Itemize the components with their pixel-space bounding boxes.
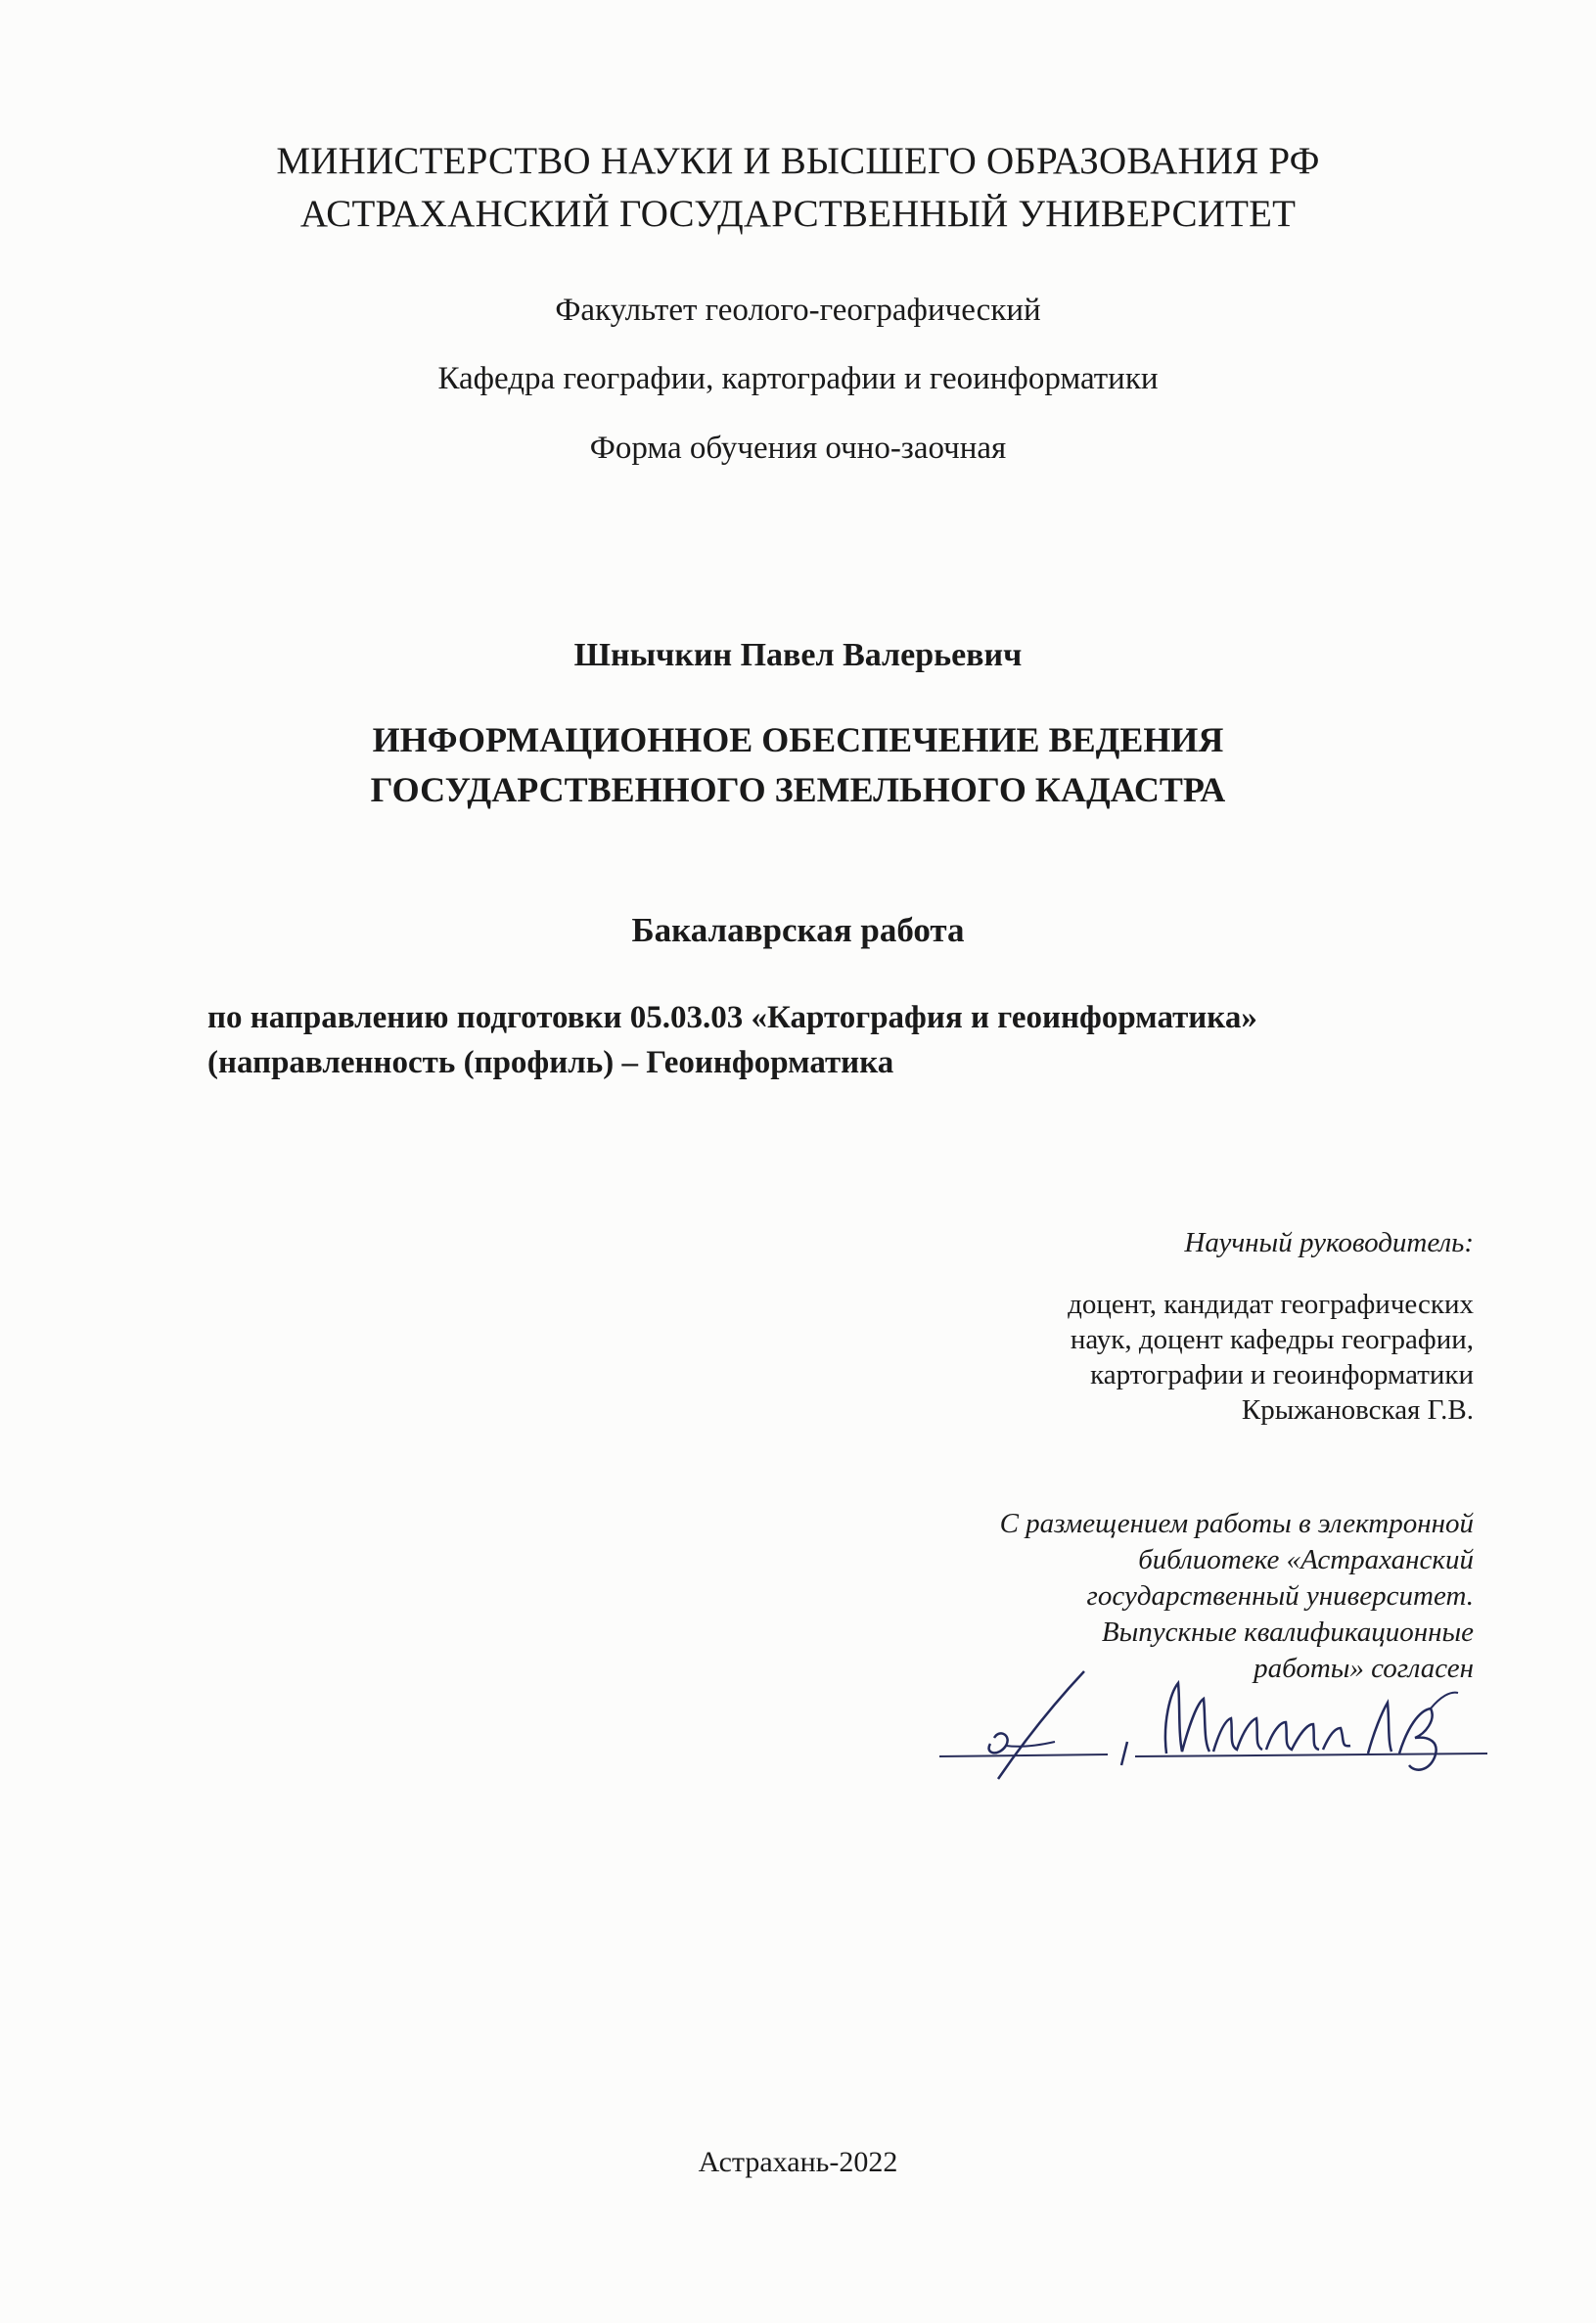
handwritten-signature bbox=[939, 1663, 1507, 1781]
consent-line3: государственный университет. bbox=[1086, 1580, 1474, 1612]
consent-line5: работы» согласен bbox=[1254, 1653, 1474, 1684]
thesis-title-line1: ИНФОРМАЦИОННОЕ ОБЕСПЕЧЕНИЕ ВЕДЕНИЯ bbox=[372, 720, 1224, 759]
supervisor-title-line3: картографии и геоинформатики bbox=[1090, 1359, 1474, 1390]
supervisor-title-line2: наук, доцент кафедры географии, bbox=[1070, 1324, 1474, 1355]
direction-line2: (направленность (профиль) – Геоинформатика bbox=[207, 1045, 894, 1080]
supervisor-label: Научный руководитель: bbox=[1184, 1227, 1474, 1258]
university-name: АСТРАХАНСКИЙ ГОСУДАРСТВЕННЫЙ УНИВЕРСИТЕТ bbox=[299, 193, 1297, 235]
author-name: Шнычкин Павел Валерьевич bbox=[573, 637, 1023, 673]
consent-line2: библиотеке «Астраханский bbox=[1138, 1544, 1474, 1575]
faculty: Факультет геолого-географический bbox=[555, 293, 1041, 328]
direction-line1: по направлению подготовки 05.03.03 «Картография и геоинформатика» bbox=[207, 1000, 1257, 1035]
department: Кафедра географии, картографии и геоинформатики bbox=[437, 361, 1159, 396]
consent-line4: Выпускные квалификационные bbox=[1101, 1617, 1474, 1648]
city-year: Астрахань-2022 bbox=[698, 2146, 898, 2178]
thesis-title-line2: ГОСУДАРСТВЕННОГО ЗЕМЕЛЬНОГО КАДАСТРА bbox=[370, 770, 1226, 809]
supervisor-title-line1: доцент, кандидат географических bbox=[1068, 1289, 1474, 1320]
ministry-name: МИНИСТЕРСТВО НАУКИ И ВЫСШЕГО ОБРАЗОВАНИЯ РФ bbox=[276, 140, 1320, 182]
work-type: Бакалаврская работа bbox=[631, 911, 965, 949]
supervisor-name: Крыжановская Г.В. bbox=[1241, 1394, 1474, 1426]
study-form: Форма обучения очно-заочная bbox=[589, 431, 1007, 466]
consent-line1: С размещением работы в электронной bbox=[999, 1508, 1474, 1539]
